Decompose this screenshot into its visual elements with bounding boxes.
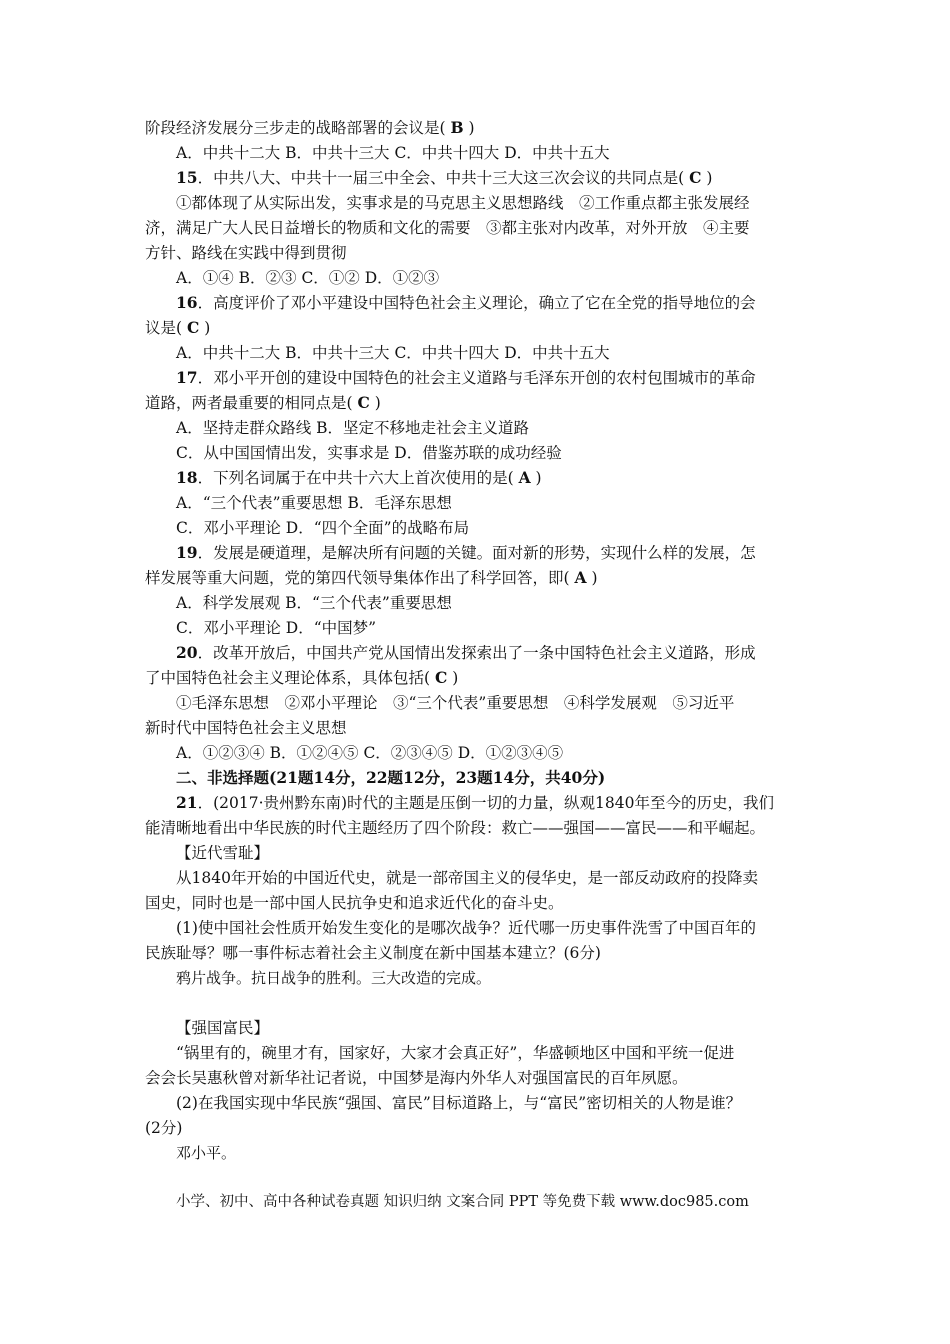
text-run: ①都体现了从实际出发，实事求是的马克思主义思想路线 ②工作重点都主张发展经 [176,194,750,212]
text-run: A．中共十二大 B．中共十三大 C．中共十四大 D．中共十五大 [176,144,610,162]
text-run: ．中共八大、中共十一届三中全会、中共十三大这三次会议的共同点是( [197,169,690,187]
text-run: 邓小平。 [176,1144,237,1162]
text-run: A．①②③④ B．①②④⑤ C．②③④⑤ D．①②③④⑤ [176,744,564,762]
text-run: A．坚持走群众路线 B．坚定不移地走社会主义道路 [176,419,530,437]
text-run: 【近代雪耻】 [176,844,270,862]
text-line [176,741,816,766]
bold-text: C [689,168,702,187]
text-line [145,666,815,691]
text-line [176,916,816,941]
text-line [145,566,815,591]
text-run: ．改革开放后，中国共产党从国情出发探索出了一条中国特色社会主义道路，形成 [197,644,756,662]
text-run: 济，满足广大人民日益增长的物质和文化的需要 ③都主张对内改革，对外开放 ④主要 [145,219,750,237]
text-run: 了中国特色社会主义理论体系，具体包括( [145,669,435,687]
text-line [145,216,815,241]
text-run: C．从中国国情出发，实事求是 D．借鉴苏联的成功经验 [176,444,562,462]
text-run: 新时代中国特色社会主义思想 [145,719,347,737]
text-run: A．中共十二大 B．中共十三大 C．中共十四大 D．中共十五大 [176,344,610,362]
text-run: ．(2017·贵州黔东南)时代的主题是压倒一切的力量，纵观1840年至今的历史，我们 [197,794,774,812]
text-run: 阶段经济发展分三步走的战略部署的会议是( [145,119,451,137]
text-line [176,766,816,791]
text-run: ．邓小平开创的建设中国特色的社会主义道路与毛泽东开创的农村包围城市的革命 [197,369,756,387]
text-line [176,1091,816,1116]
text-line [176,1041,816,1066]
text-line [176,341,816,366]
text-line [145,716,815,741]
text-line [176,641,816,666]
bold-text: 21 [176,793,198,812]
footer-text: 小学、初中、高中各种试卷真题 知识归纳 文案合同 PPT 等免费下载 www.doc985.com [176,1194,749,1210]
text-line [176,516,816,541]
text-line [176,166,816,191]
text-run: 会会长吴惠秋曾对新华社记者说，中国梦是海内外华人对强国富民的百年夙愿。 [145,1069,688,1087]
text-run: ．下列名词属于在中共十六大上首次使用的是( [197,469,519,487]
text-line [145,891,815,916]
text-line [176,1016,816,1041]
answer-line [176,966,816,991]
text-line [145,1116,815,1141]
text-line [176,591,816,616]
text-line [176,616,816,641]
text-run: 从1840年开始的中国近代史，就是一部帝国主义的侵华史，是一部反动政府的投降卖 [176,869,758,887]
text-line [176,291,816,316]
bold-text: B [450,118,464,137]
text-line [176,141,816,166]
text-run: 道路，两者最重要的相同点是( [145,394,358,412]
text-run: 方针、路线在实践中得到贯彻 [145,244,347,262]
bold-text: C [186,318,200,337]
text-run: A．①④ B．②③ C．①② D．①②③ [176,269,440,287]
text-run: (2)在我国实现中华民族“强国、富民”目标道路上，与“富民”密切相关的人物是谁？ [176,1094,742,1112]
bold-text: A [574,568,587,587]
text-run: 议是( [145,319,187,337]
bold-text: 18 [176,468,198,487]
text-run: 样发展等重大问题，党的第四代领导集体作出了科学回答，即( [145,569,575,587]
text-line [145,316,815,341]
text-run: ①毛泽东思想 ②邓小平理论 ③“三个代表”重要思想 ④科学发展观 ⑤习近平 [176,694,735,712]
text-run: 【强国富民】 [176,1019,270,1037]
text-line [176,366,816,391]
text-run: ) [463,119,475,137]
bold-text: 二、非选择题(21题14分，22题12分，23题14分，共40分) [176,768,606,787]
text-run: ) [369,394,381,412]
text-line [145,941,815,966]
text-run: ) [447,669,459,687]
text-run: ．高度评价了邓小平建设中国特色社会主义理论，确立了它在全党的指导地位的会 [197,294,756,312]
text-run: (2分) [145,1119,183,1137]
text-run: A．“三个代表”重要思想 B．毛泽东思想 [176,494,452,512]
bold-text: 15 [176,168,198,187]
bold-text: 17 [176,368,198,387]
bold-text: 20 [176,643,198,662]
text-run: 国史，同时也是一部中国人民抗争史和追求近代化的奋斗史。 [145,894,564,912]
text-line [176,841,816,866]
text-line [176,491,816,516]
text-run: (1)使中国社会性质开始发生变化的是哪次战争？近代哪一历史事件洗雪了中国百年的 [176,919,756,937]
text-run: ) [701,169,713,187]
text-run: ) [199,319,211,337]
text-line [145,116,815,141]
bold-text: 16 [176,293,198,312]
text-line [145,391,815,416]
text-line [145,241,815,266]
text-run: 民族耻辱？哪一事件标志着社会主义制度在新中国基本建立？(6分) [145,944,601,962]
text-line [145,1066,815,1091]
answer-line [176,1141,816,1166]
text-line [176,266,816,291]
text-line [176,791,816,816]
text-line [176,541,816,566]
text-run: “锅里有的，碗里才有，国家好，大家才会真正好”，华盛顿地区中国和平统一促进 [176,1044,735,1062]
text-line [176,191,816,216]
text-run: 鸦片战争。抗日战争的胜利。三大改造的完成。 [176,969,492,987]
text-run: ) [586,569,598,587]
text-line [176,416,816,441]
text-run: ．发展是硬道理，是解决所有问题的关键。面对新的形势，实现什么样的发展，怎 [197,544,756,562]
bold-text: C [434,668,448,687]
text-run: C．邓小平理论 D．“中国梦” [176,619,377,637]
text-run: C．邓小平理论 D．“四个全面”的战略布局 [176,519,470,537]
text-run: ) [530,469,542,487]
text-line [176,441,816,466]
text-line [176,466,816,491]
text-run: A．科学发展观 B．“三个代表”重要思想 [176,594,452,612]
text-line [176,691,816,716]
text-line [145,816,815,841]
bold-text: C [357,393,370,412]
bold-text: A [518,468,531,487]
bold-text: 19 [176,543,198,562]
text-line [176,866,816,891]
text-run: 能清晰地看出中华民族的时代主题经历了四个阶段：救亡——强国——富民——和平崛起。 [145,819,766,837]
